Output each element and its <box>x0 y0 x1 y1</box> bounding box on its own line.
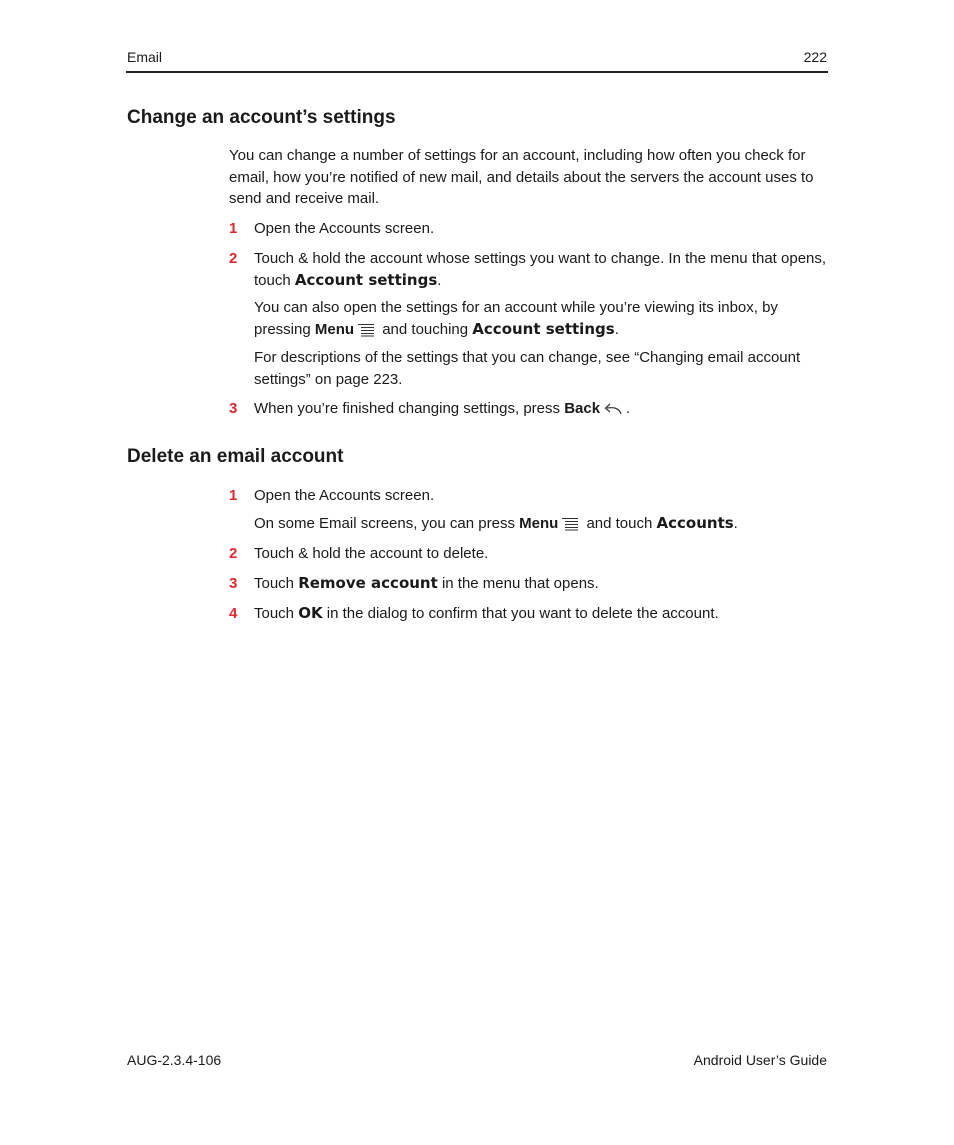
note-text-part: . <box>614 320 619 338</box>
step-item <box>229 573 829 595</box>
step-number: 1 <box>229 487 238 504</box>
step-text-part: in the dialog to confirm that you want to delete the account. <box>322 605 719 622</box>
note-text-part: . <box>733 515 738 532</box>
step-text-part: When you’re finished changing settings, press <box>254 400 565 417</box>
step-text: Touch & hold the account to delete. <box>254 545 489 562</box>
note-text-part: You can also open the settings for an account while you’re viewing its inbox, by pressing <box>254 299 778 338</box>
step-item <box>229 485 829 507</box>
step-text <box>254 398 829 423</box>
section-heading-delete-account: Delete an email account <box>127 446 344 467</box>
section-heading-change-settings: Change an account’s settings <box>127 107 396 128</box>
step-text: Open the Accounts screen. <box>254 487 435 504</box>
step-item <box>229 603 829 625</box>
ui-term: OK <box>298 604 323 622</box>
footer-doc-code: AUG-2.3.4-106 <box>127 1052 222 1068</box>
step-text-part: . <box>626 400 631 417</box>
step-text: Open the Accounts screen. <box>254 220 435 237</box>
step-text-part: Touch <box>254 605 299 622</box>
ui-term: Account settings <box>472 319 615 338</box>
step-item <box>229 248 829 291</box>
section-intro: You can change a number of settings for an account, including how often you check for email, how you’re notified of new mail, and details about the servers the account uses to send and receive mail. <box>229 147 814 207</box>
note-text-part: and touching <box>378 320 473 338</box>
note-text-part: and touch <box>582 515 657 532</box>
step-item <box>229 398 829 423</box>
menu-icon <box>357 322 375 344</box>
step-note: For descriptions of the settings that you can change, see “Changing email account settings” on page 223. <box>254 349 801 388</box>
note-text-part: On some Email screens, you can press <box>254 515 520 532</box>
step-note <box>254 513 829 538</box>
ui-term: Accounts <box>656 514 734 532</box>
step-number: 2 <box>229 250 238 267</box>
back-arrow-icon <box>603 401 623 423</box>
ui-term: Account settings <box>294 270 438 289</box>
step-item <box>229 218 829 240</box>
step-number: 1 <box>229 220 238 237</box>
step-text-part: Touch <box>254 575 299 592</box>
step-text-part: . <box>437 271 442 289</box>
step-number: 2 <box>229 545 238 562</box>
step-number: 3 <box>229 400 238 417</box>
page-header-section: Email <box>127 49 163 65</box>
step-text-part: Touch & hold the account whose settings you want to change. In the menu that opens, touch <box>254 250 827 289</box>
footer-title: Android User’s Guide <box>693 1052 827 1068</box>
key-name: Menu <box>314 320 355 338</box>
step-text <box>254 248 829 291</box>
ui-term: Remove account <box>298 574 438 592</box>
key-name: Menu <box>519 515 559 532</box>
step-number: 3 <box>229 575 238 592</box>
menu-icon <box>561 516 579 538</box>
step-text-part: in the menu that opens. <box>437 575 599 592</box>
step-text <box>254 603 829 625</box>
page-number: 222 <box>803 49 827 65</box>
step-text <box>254 573 829 595</box>
header-rule <box>126 71 828 73</box>
key-name: Back <box>564 400 601 417</box>
step-note <box>254 297 829 343</box>
step-item <box>229 543 829 565</box>
step-number: 4 <box>229 605 238 622</box>
